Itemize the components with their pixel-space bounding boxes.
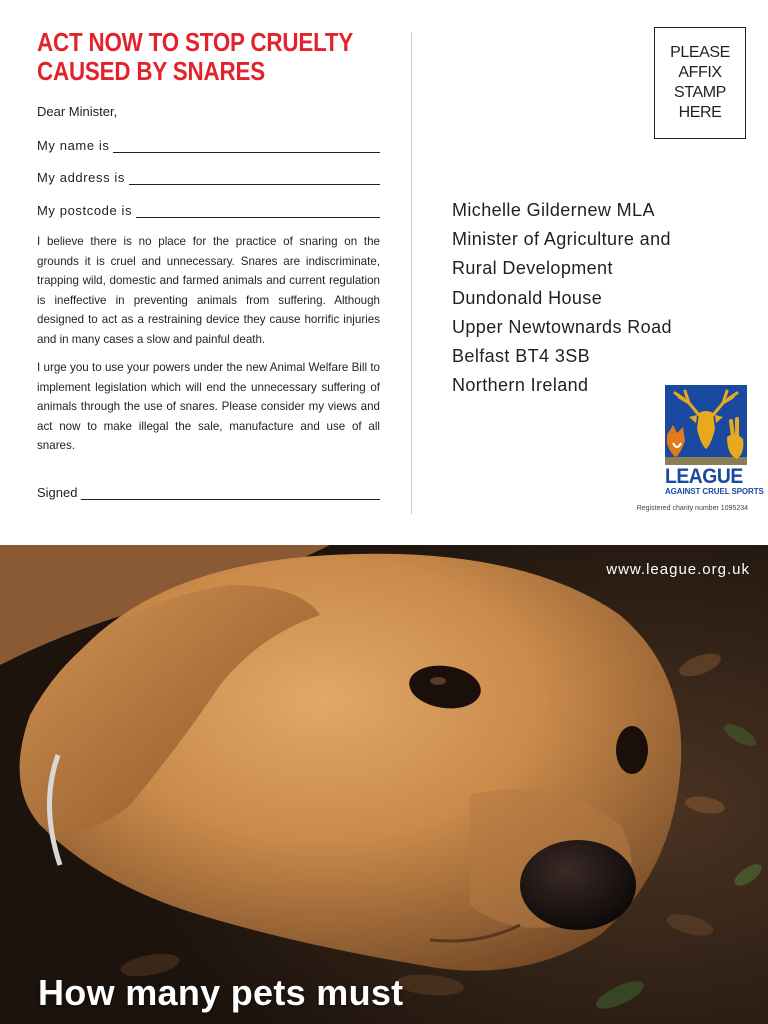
address-line-2: Minister of Agriculture and bbox=[452, 229, 671, 250]
address-line-1: Michelle Gildernew MLA bbox=[452, 200, 655, 220]
address-line[interactable] bbox=[129, 180, 380, 185]
dog-photo bbox=[0, 545, 768, 1024]
headline-line-1: ACT NOW TO STOP CRUELTY bbox=[37, 27, 354, 57]
address-line-4: Dundonald House bbox=[452, 287, 603, 308]
stamp-box bbox=[654, 27, 746, 139]
signed-label: Signed bbox=[37, 485, 78, 500]
stamp-line-1: PLEASE bbox=[670, 44, 730, 61]
address-label: My address is bbox=[37, 170, 125, 185]
campaign-tagline: How many pets must bbox=[38, 972, 404, 1013]
letter-paragraph-2: I urge you to use your powers under the new Animal Welfare Bill to implement legislation which will end the unnecessary suffering of animals through the use of snares. Please consider my views and act now to make illegal the sale, manufacture and use of all snares. bbox=[37, 361, 380, 453]
address-line-5: Upper Newtownards Road bbox=[452, 316, 672, 337]
address-field[interactable] bbox=[37, 167, 380, 185]
stamp-line-4: HERE bbox=[678, 104, 722, 121]
logo-wordmark: LEAGUE bbox=[665, 465, 743, 488]
signature-line[interactable] bbox=[81, 495, 380, 500]
headline-line-2: CAUSED BY SNARES bbox=[37, 56, 265, 86]
salutation: Dear Minister, bbox=[37, 104, 118, 119]
animals-emblem-icon bbox=[665, 385, 747, 465]
postcode-field[interactable] bbox=[37, 200, 380, 218]
name-line[interactable] bbox=[113, 148, 380, 153]
postcode-label: My postcode is bbox=[37, 203, 133, 218]
name-label: My name is bbox=[37, 138, 110, 153]
signature-field[interactable] bbox=[37, 482, 380, 500]
website-url: www.league.org.uk bbox=[606, 561, 750, 578]
name-field[interactable] bbox=[37, 135, 380, 153]
headline bbox=[37, 28, 353, 86]
address-line-3: Rural Development bbox=[452, 258, 613, 279]
recipient-address bbox=[452, 196, 672, 400]
logo-tagline: AGAINST CRUEL SPORTS bbox=[665, 487, 764, 496]
letter-paragraph-1: I believe there is no place for the practice of snaring on the grounds it is cruel and unnecessary. Snares are indiscriminate, trapping wild, domestic and farmed animals and current regulation is ineffective in preventing animals from suffering. Although designed to act as a restraining device they cause horrific injuries and in many cases a slow and painful death. bbox=[37, 235, 380, 346]
league-logo bbox=[665, 385, 764, 496]
center-divider bbox=[411, 32, 412, 514]
address-line-6: Belfast BT4 3SB bbox=[452, 346, 591, 367]
charity-number: Registered charity number 1095234 bbox=[636, 505, 748, 512]
address-line-7: Northern Ireland bbox=[452, 375, 589, 396]
stamp-line-2: AFFIX bbox=[678, 64, 722, 81]
stamp-line-3: STAMP bbox=[674, 84, 726, 101]
dog-illustration bbox=[0, 545, 768, 1024]
postcode-line[interactable] bbox=[136, 213, 380, 218]
stamp-text bbox=[670, 43, 730, 123]
